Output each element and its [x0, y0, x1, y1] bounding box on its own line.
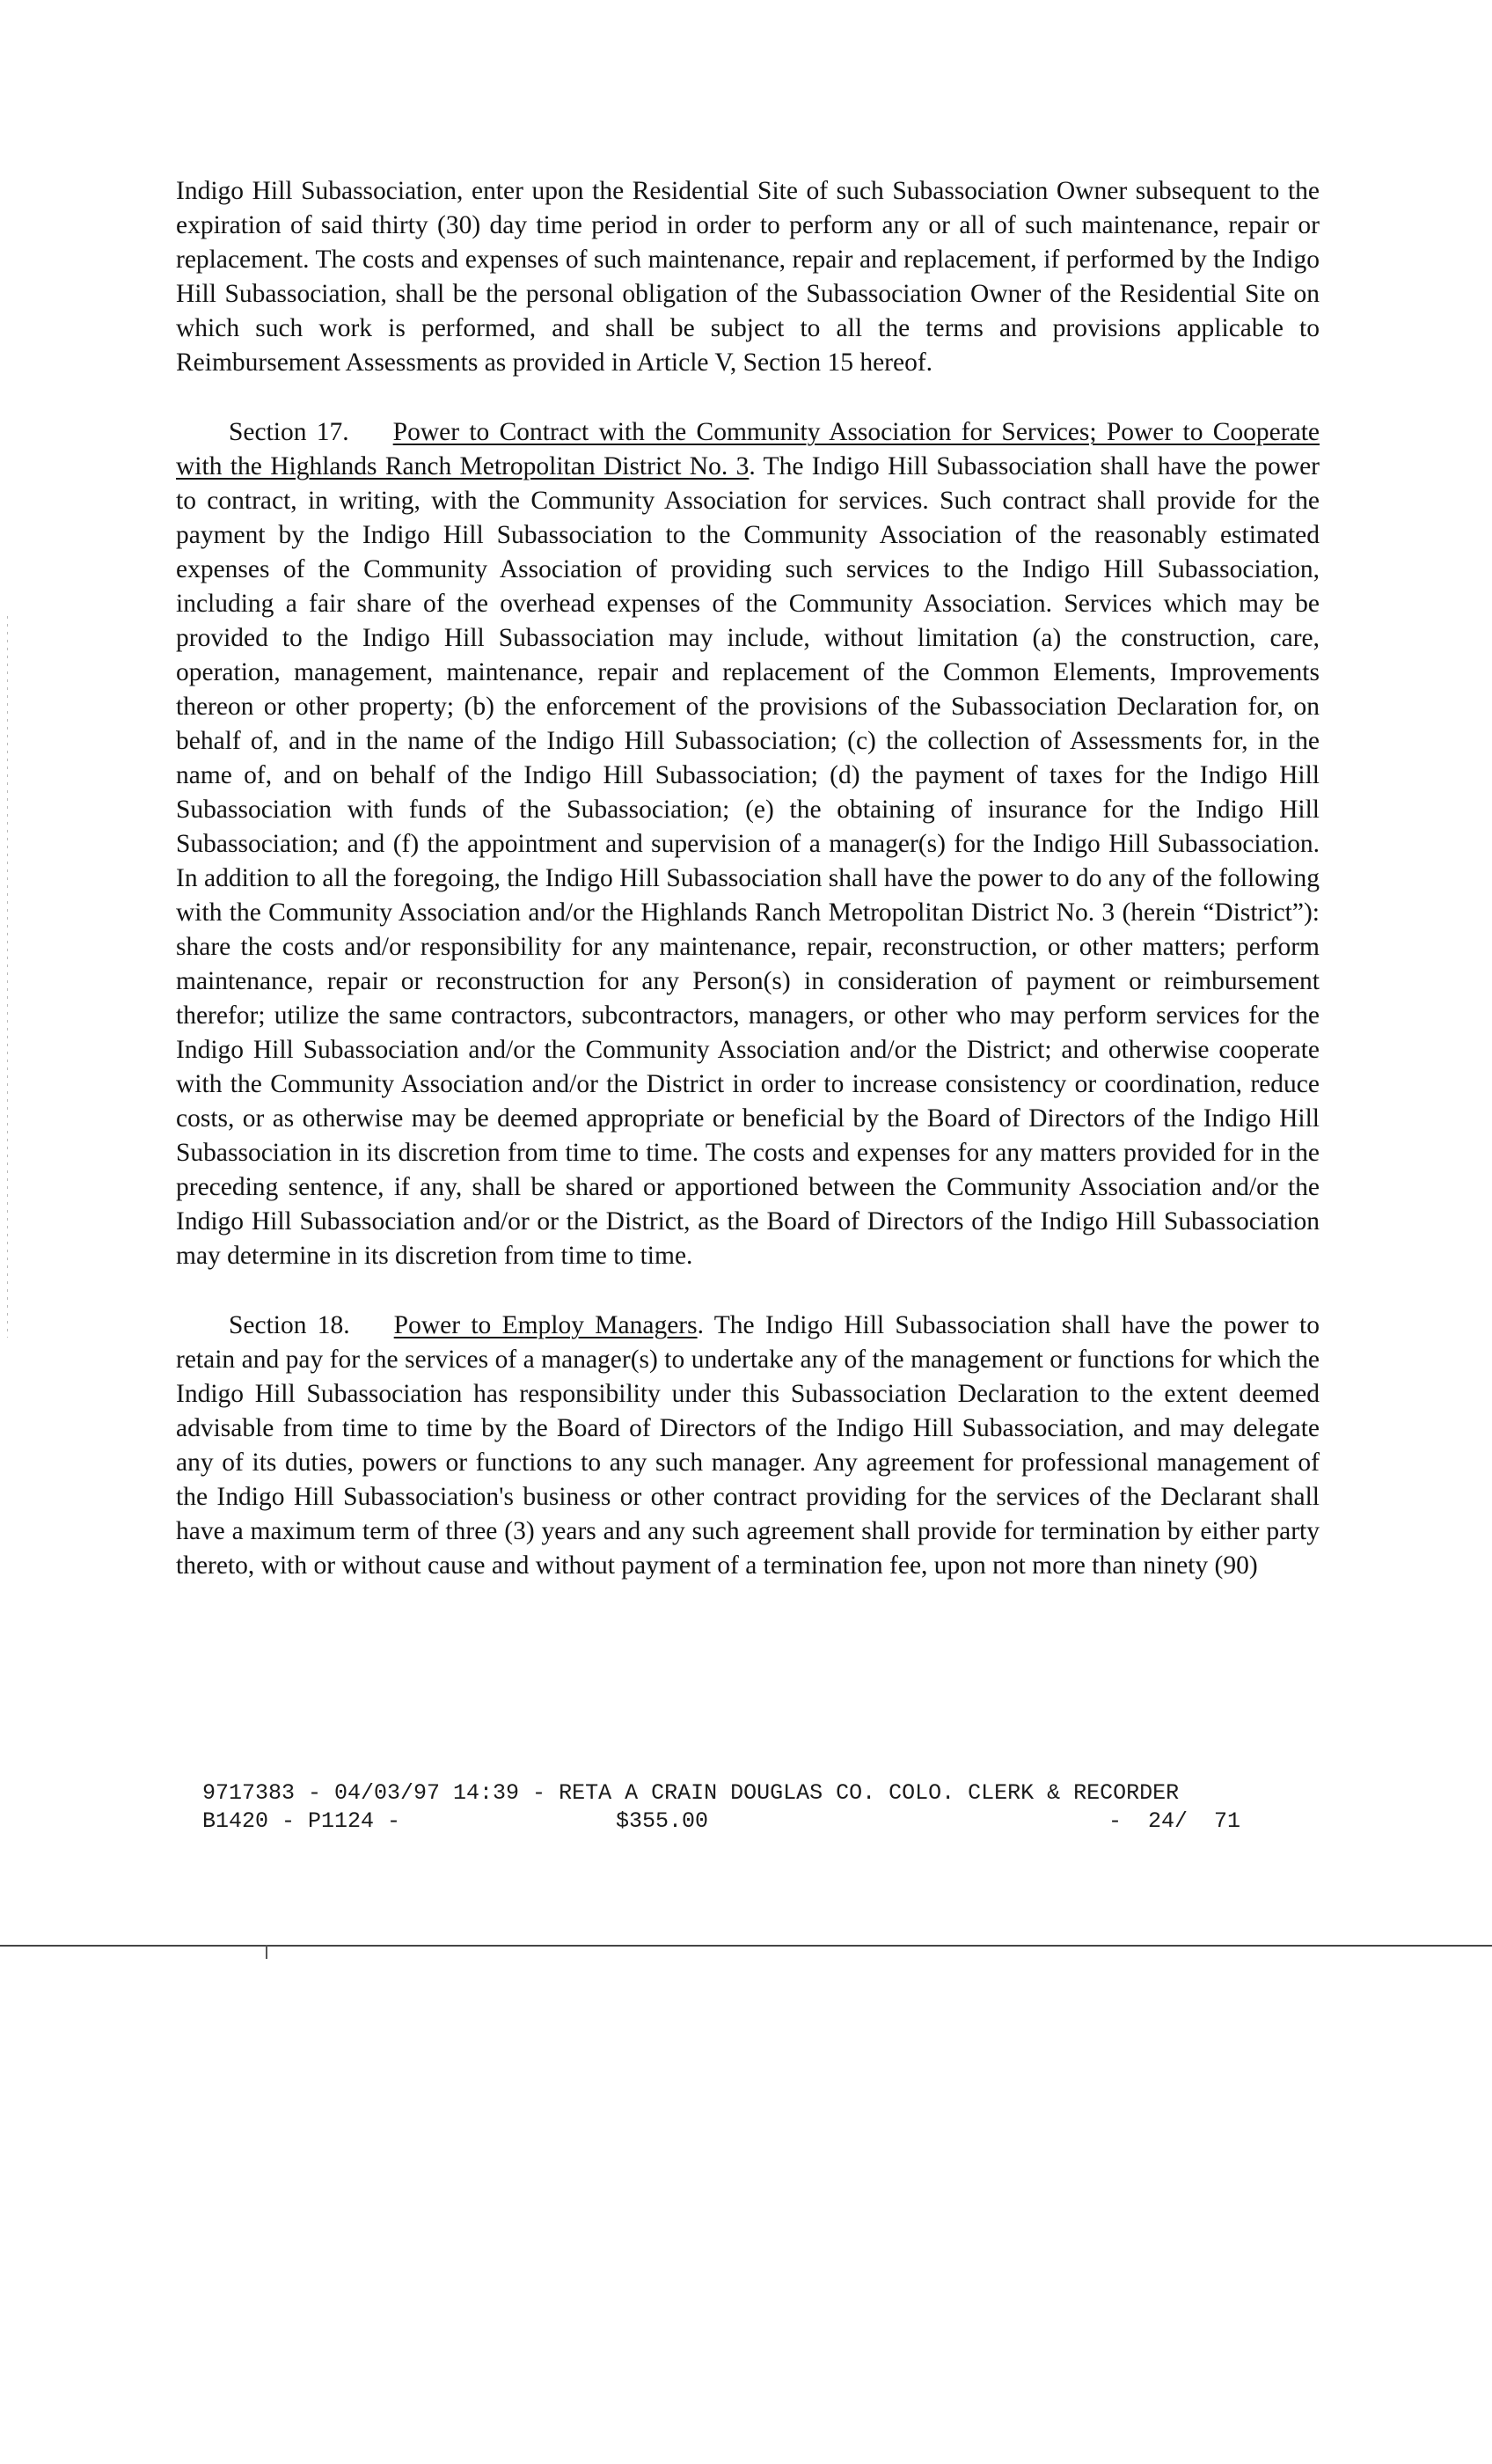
section-17-paragraph — [176, 415, 1320, 1273]
continuation-paragraph: Indigo Hill Subassociation, enter upon the Residential Site of such Subassociation Owner subsequent to the expiration of said thirty (30) day time period in order to perform any or all of such maintenance, repair or replacement. The costs and expenses of such maintenance, repair and replacement, if performed by the Indigo Hill Subassociation, shall be the personal obligation of the Subassociation Owner of the Residential Site on which such work is performed, and shall be subject to all the terms and provisions applicable to Reimbursement Assessments as provided in Article V, Section 15 hereof. — [176, 177, 1320, 377]
section-18-heading: Power to Employ Managers — [393, 1311, 698, 1339]
recorder-page-count: - 24/ 71 — [1108, 1808, 1241, 1834]
section-17-body: . The Indigo Hill Subassociation shall have the power to contract, in writing, with the Community Association for services. Such contract shall provide for the payment by the Indigo Hill Subassociation to the Community Association of the reasonably estimated expenses of the Community Association of providing such services to the Indigo Hill Subassociation, including a fair share of the overhead expenses of the Community Association. Services which may be provided to the Indigo Hill Subassociation may include, without limitation (a) the construction, care, operation, management, maintenance, repair and replacement of the Common Elements, Improvements thereon or other property; (b) the enforcement of the provisions of the Subassociation Declaration for, on behalf of, and in the name of the Indigo Hill Subassociation; (c) the collection of Assessments for, in the name of, and on behalf of the Indigo Hill Subassociation; (d) the payment of taxes for the Indigo Hill Subassociation with funds of the Subassociation; (e) the obtaining of insurance for the Indigo Hill Subassociation; and (f) the appointment and supervision of a manager(s) for the Indigo Hill Subassociation. In addition to all the foregoing, the Indigo Hill Subassociation shall have the power to do any of the following with the Community Association and/or the Highlands Ranch Metropolitan District No. 3 (herein “District”): share the costs and/or responsibility for any maintenance, repair, reconstruction, or other matters; perform maintenance, repair or reconstruction for any Person(s) in consideration of payment or reimbursement therefor; utilize the same contractors, subcontractors, managers, or other who may perform services for the Indigo Hill Subassociation and/or the Community Association and/or the District; and otherwise cooperate with the Community Association and/or the District in order to increase consistency or coordination, reduce costs, or as otherwise may be deemed appropriate or beneficial by the Board of Directors of the Indigo Hill Subassociation in its discretion from time to time. The costs and expenses for any matters provided for in the preceding sentence, if any, shall be shared or apportioned between the Community Association and/or the Indigo Hill Subassociation and/or or the District, as the Board of Directors of the Indigo Hill Subassociation may determine in its discretion from time to time. — [176, 452, 1320, 1270]
recorder-book-page: B1420 - P1124 - — [202, 1808, 401, 1834]
scan-edge-line — [0, 1945, 1492, 1947]
section-18-body: . The Indigo Hill Subassociation shall have the power to retain and pay for the services of a manager(s) to undertake any of the management or functions for which the Indigo Hill Subassociation has responsibility under this Subassociation Declaration to the extent deemed advisable from time to time by the Board of Directors of the Indigo Hill Subassociation, and may delegate any of its duties, powers or functions to any such manager. Any agreement for professional management of the Indigo Hill Subassociation's business or other contract providing for the services of the Declarant shall have a maximum term of three (3) years and any such agreement shall provide for termination by either party thereto, with or without cause and without payment of a termination fee, upon not more than ninety (90) — [176, 1311, 1320, 1580]
section-18-number: Section 18. — [229, 1311, 350, 1339]
scan-edge-tick — [266, 1945, 267, 1959]
scan-margin-mark — [7, 616, 8, 1338]
recorder-stamp-line-1: 9717383 - 04/03/97 14:39 - RETA A CRAIN DOUGLAS CO. COLO. CLERK & RECORDER — [202, 1780, 1180, 1806]
recorder-fee-amount: $355.00 — [616, 1808, 709, 1834]
document-page — [176, 174, 1320, 1583]
recorder-stamp-line-2 — [202, 1808, 1286, 1836]
section-17-number: Section 17. — [229, 418, 349, 446]
section-17-heading: Power to Contract with the Community Association for Services; Power to Cooperate with the Highlands Ranch Metropolitan District No. 3 — [176, 418, 1320, 480]
recorder-stamp — [202, 1779, 1286, 1836]
section-18-paragraph — [176, 1309, 1320, 1583]
